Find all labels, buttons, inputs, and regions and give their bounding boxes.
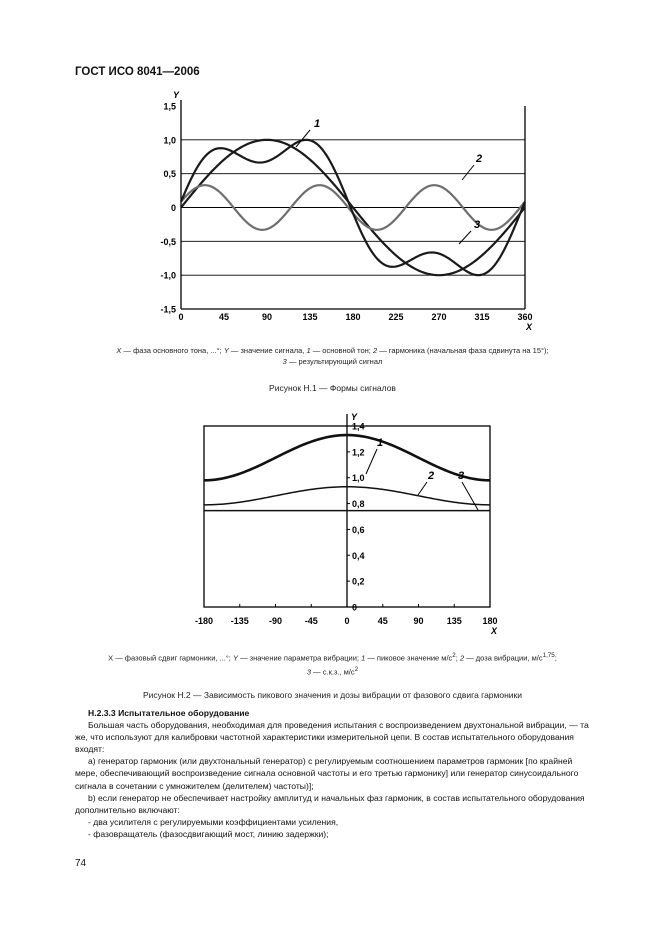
y-tick-label: 1,0 (352, 473, 365, 484)
series-label: 2 (428, 470, 435, 482)
caption-series3-symbol: 3 (282, 357, 287, 366)
list-item-a: а) генератор гармоник (или двухтональный генератор) с регулируемым соотношением параметров гармоник [по крайней мере, обеспечивающий воспроизведение сигнала основной частоты и его третью гармонику] или генератор синусоидального сигнала в сочетании с умножителем (делителем) частоты)]; (75, 756, 579, 791)
page-number: 74 (75, 858, 87, 869)
caption2-series1-symbol: 1 (361, 653, 366, 663)
caption2-series2-sep: ; (554, 653, 557, 663)
y-tick-label: 0,8 (352, 499, 365, 510)
y-tick-label: 0,4 (352, 550, 365, 561)
series-label-leader (459, 231, 471, 244)
caption2-series3-symbol: 3 (306, 667, 312, 676)
caption-series1-symbol: 1 (306, 346, 311, 355)
series-label: 3 (458, 470, 465, 482)
list-item-b: b) если генератор не обеспечивает настройку амплитуд и начальных фаз гармоник, в состав испытательного оборудования дополнительно включают: (75, 792, 585, 815)
series-label-leader (296, 130, 310, 147)
caption-y-symbol: Y (223, 346, 229, 355)
x-axis-label: X (491, 626, 498, 636)
y-tick-label: 1,5 (163, 101, 176, 112)
y-tick-label: -1,5 (160, 304, 176, 315)
caption2-series3-text: — с.к.з., м/с (311, 667, 355, 676)
series-label: 2 (476, 153, 483, 165)
figure1-title: Рисунок Н.1 — Формы сигналов (269, 383, 396, 393)
section-paragraph: Большая часть оборудования, необходимая для проведения испытания с воспроизведением двухтональной вибрации, — та же, что используют для калибровки частотной характеристики измерительной цепи. В состав испытательного оборудования входят: (75, 720, 589, 755)
x-tick-label: -135 (230, 616, 249, 626)
series-label-leader (462, 165, 474, 180)
figure2-caption (60, 650, 605, 677)
x-tick-label: 90 (261, 312, 273, 322)
x-tick-label: 180 (482, 616, 498, 626)
series-label-leader (462, 482, 478, 510)
series-label: 3 (474, 219, 481, 231)
figure1-caption (60, 345, 605, 367)
x-tick-label: 270 (431, 312, 447, 322)
x-tick-label: 360 (517, 312, 533, 322)
y-tick-label: 0 (352, 602, 358, 613)
section-equipment (75, 707, 590, 840)
caption2-y-symbol: Y (232, 653, 238, 663)
caption-series3-text: — результирующий сигнал (286, 357, 383, 366)
document-header: ГОСТ ИСО 8041—2006 (75, 66, 200, 78)
caption-series1-text: — основной тон; (310, 346, 373, 355)
x-tick-label: -90 (268, 616, 283, 626)
caption2-series2-sup: 1,75 (542, 652, 555, 659)
x-tick-label: 45 (218, 312, 230, 322)
section-heading: Н.2.3.3 Испытательное оборудование (88, 708, 250, 718)
y-tick-label: 0,2 (352, 576, 365, 587)
x-tick-label: 135 (446, 616, 462, 626)
y-tick-label: -0,5 (160, 236, 176, 247)
list-dash-item-1: - два усилителя с регулируемыми коэффициентами усиления, (88, 816, 339, 827)
y-tick-label: 1,2 (352, 447, 365, 458)
x-tick-label: -45 (304, 616, 318, 626)
y-tick-label: 1,4 (352, 421, 365, 432)
x-axis-label: X (526, 322, 533, 332)
caption2-series2-symbol: 2 (459, 653, 465, 663)
caption2-series2-text: — доза вибрации, м/с (464, 653, 543, 663)
caption-x-symbol: X (116, 346, 122, 355)
caption2-series3-sup: 2 (354, 665, 359, 673)
caption-series2-text: — гармоника (начальная фаза сдвинута на 15°); (377, 346, 549, 355)
y-axis-label: Y (173, 90, 180, 100)
x-tick-label: 315 (474, 312, 490, 322)
x-tick-label: 45 (377, 616, 388, 626)
caption2-y-text: — значение параметра вибрации; (238, 653, 362, 663)
caption2-series1-sep: ; (455, 653, 460, 663)
x-tick-label: 135 (302, 312, 318, 322)
y-tick-label: 1,0 (163, 135, 176, 146)
caption-y-text: — значение сигнала, (228, 346, 307, 355)
x-tick-label: 0 (344, 616, 350, 626)
chart-peak-dose-vs-phase (195, 412, 498, 636)
series-label-leader (366, 449, 377, 474)
x-tick-label: 0 (178, 312, 184, 322)
chart-signal-forms (160, 90, 533, 332)
series-label-leader (418, 482, 427, 495)
caption-x-text: — фаза основного тона, ...°; (121, 346, 224, 355)
y-tick-label: 0,6 (352, 524, 365, 535)
y-axis-label: Y (351, 412, 358, 422)
caption-series2-symbol: 2 (372, 346, 378, 355)
caption2-x-text: X — фазовый сдвиг гармоники, ...°; (108, 653, 233, 663)
series-label: 1 (377, 437, 384, 449)
list-dash-item-2: - фазовращатель (фазосдвигающий мост, линию задержки); (88, 828, 329, 839)
x-tick-label: 225 (388, 312, 404, 322)
caption2-series1-text: — пиковое значение м/с (365, 653, 453, 663)
y-tick-label: 0 (170, 203, 176, 213)
figure2-title: Рисунок Н.2 — Зависимость пикового значения и дозы вибрации от фазового сдвига гармоники (142, 690, 523, 700)
x-tick-label: -180 (194, 616, 214, 626)
y-tick-label: 0,5 (163, 169, 176, 180)
series-label: 1 (314, 118, 321, 130)
x-tick-label: 180 (345, 312, 361, 322)
caption2-series1-sup: 2 (452, 652, 456, 659)
x-tick-label: 90 (413, 616, 424, 626)
y-tick-label: -1,0 (160, 270, 176, 281)
